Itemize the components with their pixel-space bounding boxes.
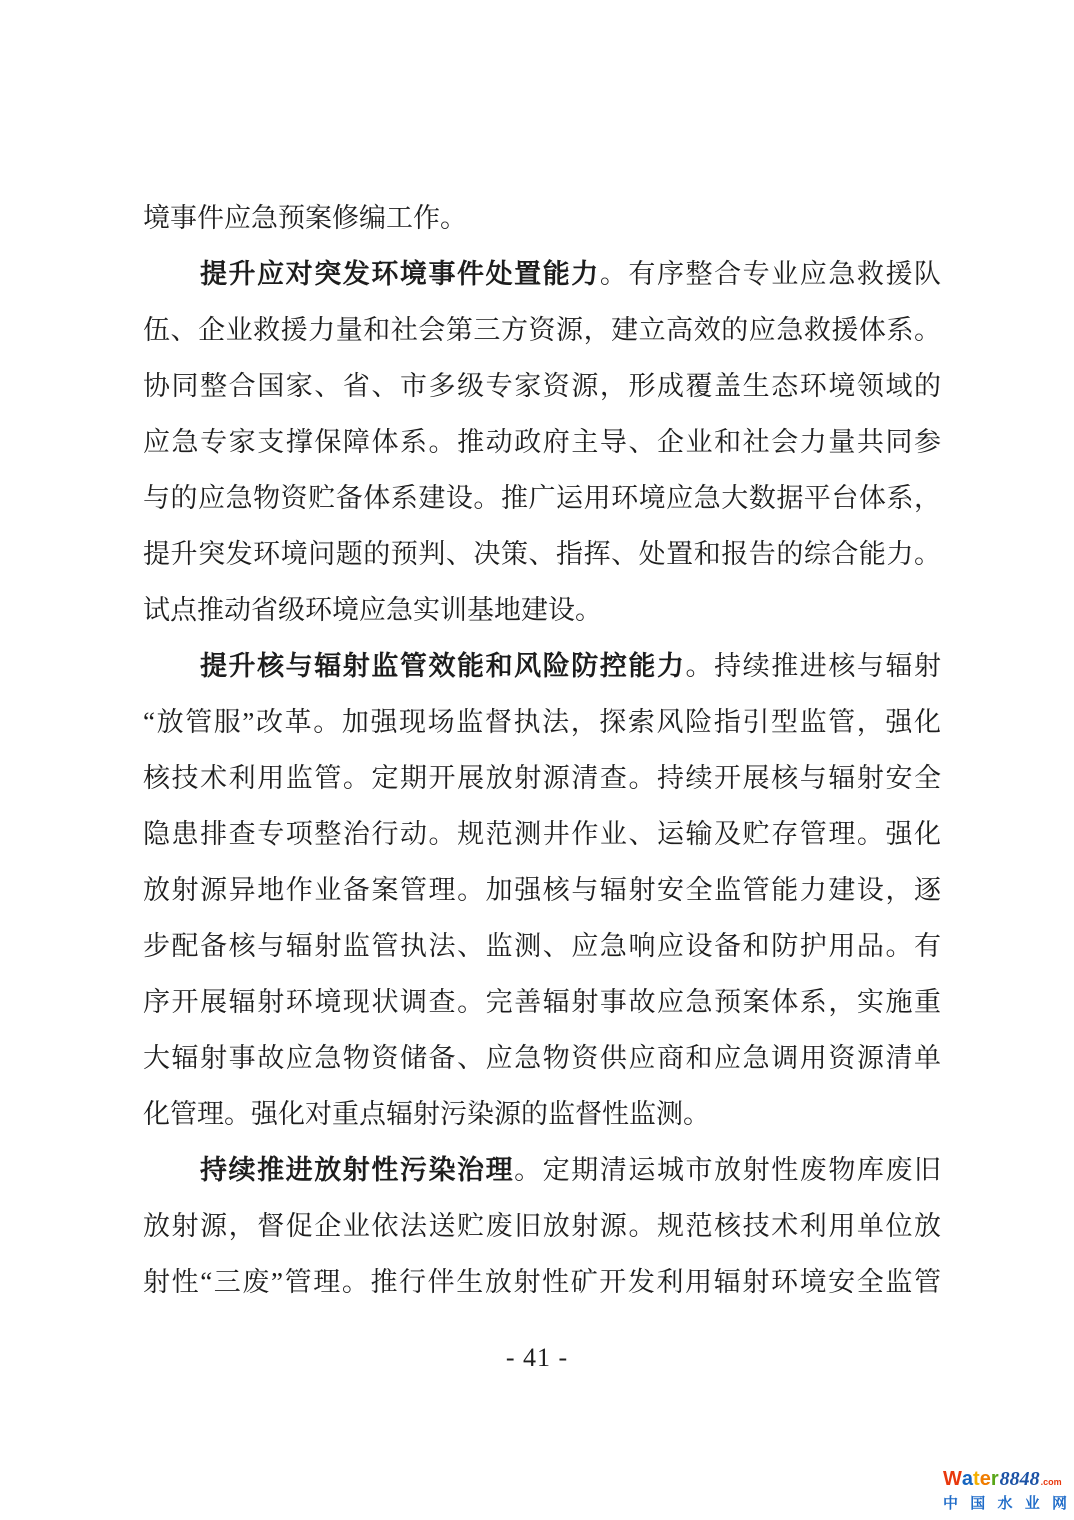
text-run: 境事件应急预案修编工作。 bbox=[143, 203, 467, 233]
text-line bbox=[143, 302, 941, 358]
text-run: 。持续推进核与辐射 bbox=[685, 651, 942, 681]
text-run: 。有序整合专业应急救援队 bbox=[599, 259, 942, 289]
logo-letter: t bbox=[973, 1468, 980, 1490]
logo-letter: a bbox=[961, 1468, 974, 1490]
text-line bbox=[143, 1086, 941, 1142]
heading-run: 持续推进放射性污染治理 bbox=[200, 1155, 515, 1185]
text-line bbox=[143, 918, 941, 974]
logo-com-suffix: .com bbox=[1040, 1477, 1062, 1487]
heading-run: 提升应对突发环境事件处置能力 bbox=[200, 259, 600, 289]
text-run: 应急专家支撑保障体系。推动政府主导、企业和社会力量共同参 bbox=[143, 427, 941, 457]
water8848-logo bbox=[943, 1468, 1067, 1513]
text-run: 大辐射事故应急物资储备、应急物资供应商和应急调用资源清单 bbox=[143, 1043, 941, 1073]
text-run: 核技术利用监管。定期开展放射源清查。持续开展核与辐射安全 bbox=[143, 763, 941, 793]
text-line bbox=[143, 750, 941, 806]
text-line bbox=[143, 246, 941, 302]
text-line bbox=[143, 806, 941, 862]
text-line bbox=[143, 1030, 941, 1086]
text-line bbox=[143, 582, 941, 638]
text-run: 协同整合国家、省、市多级专家资源，形成覆盖生态环境领域的 bbox=[143, 371, 941, 401]
text-run: 隐患排查专项整治行动。规范测井作业、运输及贮存管理。强化 bbox=[143, 819, 941, 849]
logo-chinese-name: 中国水业网 bbox=[943, 1495, 1067, 1512]
text-line bbox=[143, 358, 941, 414]
text-run: “放管服”改革。加强现场监督执法，探索风险指引型监管，强化 bbox=[143, 707, 941, 737]
text-line bbox=[143, 694, 941, 750]
text-line bbox=[143, 638, 941, 694]
text-line bbox=[143, 470, 941, 526]
text-run: 化管理。强化对重点辐射污染源的监督性监测。 bbox=[143, 1099, 710, 1129]
text-run: 放射源，督促企业依法送贮废旧放射源。规范核技术利用单位放 bbox=[143, 1211, 941, 1241]
heading-run: 提升核与辐射监管效能和风险防控能力 bbox=[200, 651, 686, 681]
text-run: 序开展辐射环境现状调查。完善辐射事故应急预案体系，实施重 bbox=[143, 987, 941, 1017]
text-line bbox=[143, 862, 941, 918]
text-run: 射性“三废”管理。推行伴生放射性矿开发利用辐射环境安全监管 bbox=[143, 1267, 941, 1297]
text-line bbox=[143, 190, 941, 246]
text-line bbox=[143, 1254, 941, 1310]
page-number: - 41 - bbox=[505, 1343, 569, 1372]
text-line bbox=[143, 526, 941, 582]
text-run: 。定期清运城市放射性废物库废旧 bbox=[514, 1155, 942, 1185]
logo-letter: r bbox=[990, 1468, 999, 1490]
text-line bbox=[143, 414, 941, 470]
logo-wordmark bbox=[943, 1468, 1067, 1491]
text-run: 与的应急物资贮备体系建设。推广运用环境应急大数据平台体系， bbox=[143, 483, 941, 513]
logo-letter: e bbox=[979, 1468, 991, 1490]
text-run: 伍、企业救援力量和社会第三方资源，建立高效的应急救援体系。 bbox=[143, 315, 941, 345]
logo-number: 8848 bbox=[999, 1468, 1040, 1490]
text-line bbox=[143, 1198, 941, 1254]
text-line bbox=[143, 1142, 941, 1198]
text-line bbox=[143, 974, 941, 1030]
logo-letter: W bbox=[943, 1468, 962, 1490]
document-body bbox=[143, 190, 941, 1310]
text-run: 提升突发环境问题的预判、决策、指挥、处置和报告的综合能力。 bbox=[143, 539, 941, 569]
text-run: 放射源异地作业备案管理。加强核与辐射安全监管能力建设，逐 bbox=[143, 875, 941, 905]
text-run: 步配备核与辐射监管执法、监测、应急响应设备和防护用品。有 bbox=[143, 931, 941, 961]
text-run: 试点推动省级环境应急实训基地建设。 bbox=[143, 595, 602, 625]
